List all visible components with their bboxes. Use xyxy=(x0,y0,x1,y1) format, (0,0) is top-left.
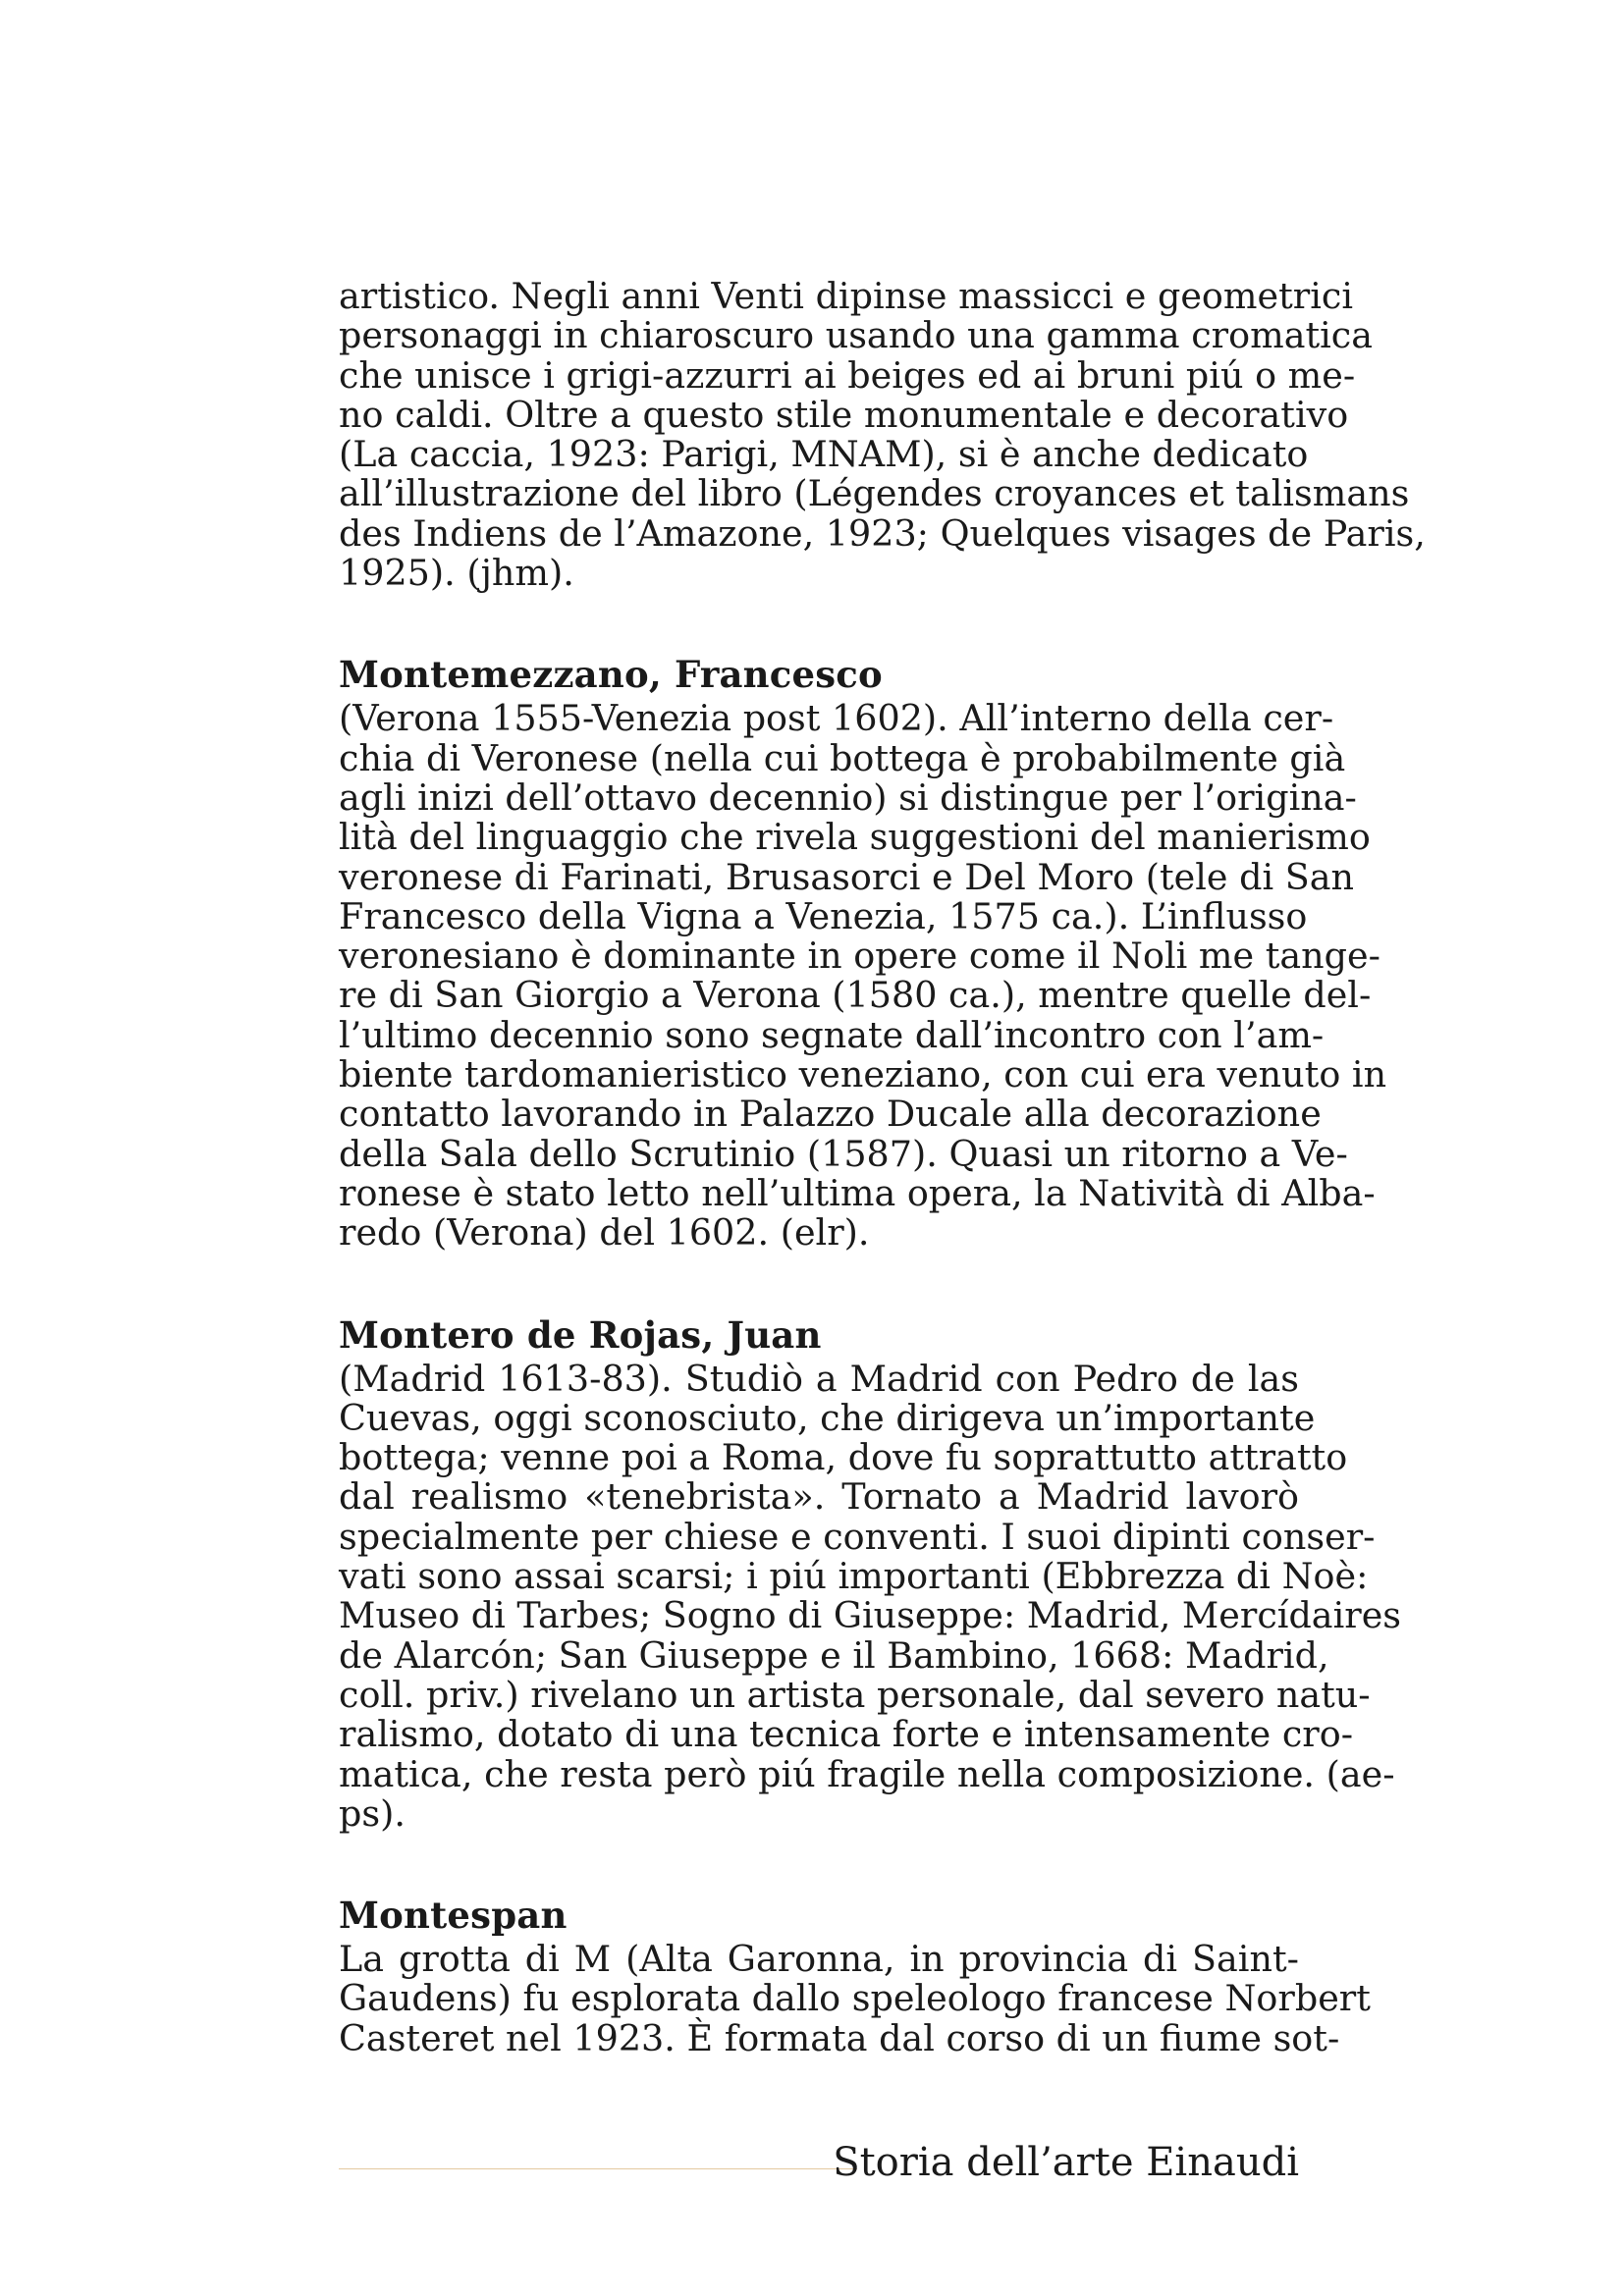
text-line: biente tardomanieristico veneziano, con cui era venuto in xyxy=(339,1053,1387,1096)
page-body xyxy=(339,275,1426,2059)
text-line: Casteret nel 1923. È formata dal corso di un fiume sot- xyxy=(339,2016,1340,2059)
text-line: Francesco della Vigna a Venezia, 1575 ca.). L’influsso xyxy=(339,894,1308,937)
footer-book-title: Storia dell’arte Einaudi xyxy=(833,2140,1299,2185)
text-line: ralismo, dotato di una tecnica forte e intensamente cro- xyxy=(339,1713,1354,1756)
text-line: (La caccia, 1923: Parigi, MNAM), si è anche dedicato xyxy=(339,433,1309,476)
entry-montero-de-rojas xyxy=(339,1312,1402,1835)
text-line: che unisce i grigi-azzurri ai beiges ed ai bruni piú o me- xyxy=(339,353,1356,397)
text-line: La grotta di M (Alta Garonna, in provincia di Saint- xyxy=(339,1938,1299,1981)
text-line: all’illustrazione del libro (Légendes croyances et talismans xyxy=(339,472,1410,515)
entry-montemezzano xyxy=(339,652,1387,1255)
entry-text xyxy=(339,1938,1371,2059)
text-line: 1925). (jhm). xyxy=(339,552,574,595)
text-line: des Indiens de l’Amazone, 1923; Quelques visages de Paris, xyxy=(339,511,1426,555)
text-line: veronese di Farinati, Brusasorci e Del Moro (tele di San xyxy=(339,855,1355,898)
text-line: dal realismo «tenebrista». Tornato a Madrid lavorò xyxy=(339,1475,1299,1519)
text-line: veronesiano è dominante in opere come il Noli me tange- xyxy=(339,934,1380,978)
text-line: lità del linguaggio che rivela suggestioni del manierismo xyxy=(339,816,1371,859)
text-line: Museo di Tarbes; Sogno di Giuseppe: Madrid, Mercídaires xyxy=(339,1594,1402,1637)
entry-text xyxy=(339,697,1387,1255)
text-line: vati sono assai scarsi; i piú importanti (Ebbrezza di Noè: xyxy=(339,1555,1369,1598)
text-line: coll. priv.) rivelano un artista personale, dal severo natu- xyxy=(339,1673,1371,1716)
intro-paragraph xyxy=(339,275,1426,595)
entry-title: Montemezzano, Francesco xyxy=(339,653,883,697)
entry-text xyxy=(339,1357,1402,1835)
text-line: Gaudens) fu esplorata dallo speleologo francese Norbert xyxy=(339,1977,1371,2020)
footer-rule xyxy=(339,2168,857,2169)
page-footer xyxy=(339,2138,1299,2187)
entry-montespan xyxy=(339,1893,1371,2059)
text-line: ps). xyxy=(339,1791,406,1835)
entry-title: Montero de Rojas, Juan xyxy=(339,1312,822,1357)
text-line: ronese è stato letto nell’ultima opera, la Natività di Alba- xyxy=(339,1171,1376,1214)
text-line: (Madrid 1613-83). Studiò a Madrid con Pedro de las xyxy=(339,1357,1299,1400)
entry-title: Montespan xyxy=(339,1894,568,1938)
text-line: contatto lavorando in Palazzo Ducale alla decorazione xyxy=(339,1093,1322,1136)
text-line: redo (Verona) del 1602. (elr). xyxy=(339,1211,870,1255)
text-line: (Verona 1555-Venezia post 1602). All’interno della cer- xyxy=(339,697,1334,740)
text-line: agli inizi dell’ottavo decennio) si distingue per l’origina- xyxy=(339,775,1357,819)
text-line: artistico. Negli anni Venti dipinse massicci e geometrici xyxy=(339,275,1354,317)
text-line: specialmente per chiese e conventi. I suoi dipinti conser- xyxy=(339,1515,1376,1558)
text-line: chia di Veronese (nella cui bottega è probabilmente già xyxy=(339,736,1346,779)
text-line: re di San Giorgio a Verona (1580 ca.), mentre quelle del- xyxy=(339,974,1372,1017)
text-line: Cuevas, oggi sconosciuto, che dirigeva un’importante xyxy=(339,1396,1316,1439)
text-line: personaggi in chiaroscuro usando una gamma cromatica xyxy=(339,314,1374,357)
text-line: no caldi. Oltre a questo stile monumentale e decorativo xyxy=(339,393,1349,436)
text-line: matica, che resta però piú fragile nella composizione. (ae- xyxy=(339,1752,1395,1795)
text-line: de Alarcón; San Giuseppe e il Bambino, 1668: Madrid, xyxy=(339,1633,1329,1677)
text-line: della Sala dello Scrutinio (1587). Quasi un ritorno a Ve- xyxy=(339,1132,1348,1175)
text-line: l’ultimo decennio sono segnate dall’incontro con l’am- xyxy=(339,1013,1325,1056)
text-line: bottega; venne poi a Roma, dove fu soprattutto attratto xyxy=(339,1436,1348,1479)
